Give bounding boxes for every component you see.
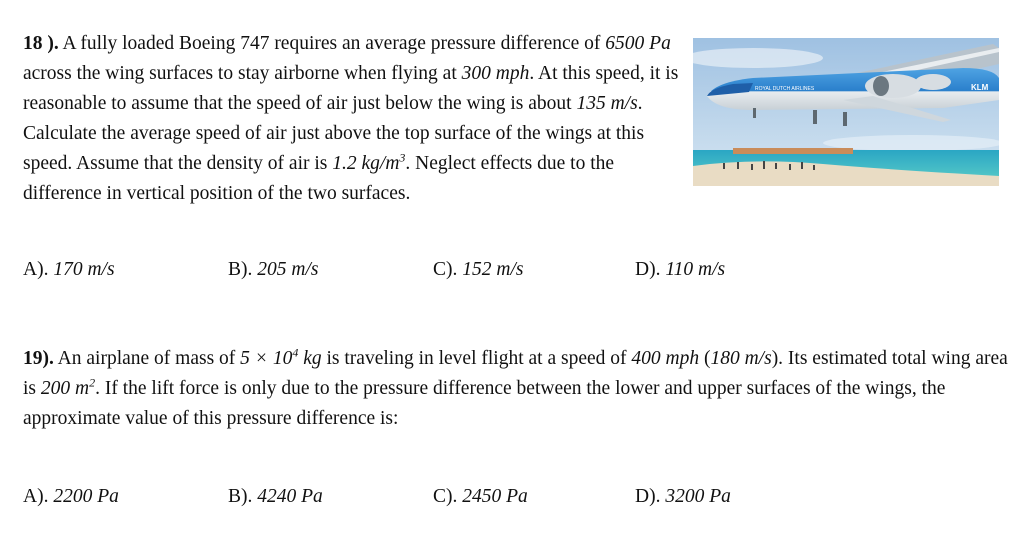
option-d[interactable]: D). 110 m/s [635, 259, 726, 280]
option-c[interactable]: C). 152 m/s [433, 259, 524, 280]
svg-text:ROYAL DUTCH AIRLINES: ROYAL DUTCH AIRLINES [755, 86, 815, 92]
airplane-photo [693, 38, 999, 186]
question-18-options [23, 255, 1013, 285]
question-number: 19). [23, 348, 54, 369]
option-a[interactable]: A). 2200 Pa [23, 486, 119, 507]
option-b[interactable]: B). 205 m/s [228, 259, 319, 280]
option-d[interactable]: D). 3200 Pa [635, 486, 731, 507]
question-number: 18 ). [23, 33, 59, 54]
question-19: 19). An airplane of mass of $5 \times 10^4$ kg is traveling in level flight at a speed of 400 mph (180 m/s). Its estimated total wing area is 200 $m^2$. If the lift force is only due to the pressure difference between the lower and upper surfaces of the wings, the approximate value of this pressure difference is: [23, 345, 1008, 429]
question-18: 18 ). A fully loaded Boeing 747 requires an average pressure difference of 6500 Pa across the wing surfaces to stay airborne when flying at 300 mph. At this speed, it is reasonable to assume that the speed of air just below the wing is about 135 m/s. Calculate the average speed of air just above the top surface of the wings at this speed. Assume that the density of air is 1.2 $kg/m^3$. Neglect effects due to the difference in vertical position of the two surfaces. [23, 33, 679, 204]
option-a[interactable]: A). 170 m/s [23, 259, 115, 280]
question-19-options [23, 482, 1013, 512]
boeing-747-landing-image [693, 38, 999, 186]
option-c[interactable]: C). 2450 Pa [433, 486, 528, 507]
option-b[interactable]: B). 4240 Pa [228, 486, 323, 507]
klm-logo: KLM [971, 83, 989, 92]
